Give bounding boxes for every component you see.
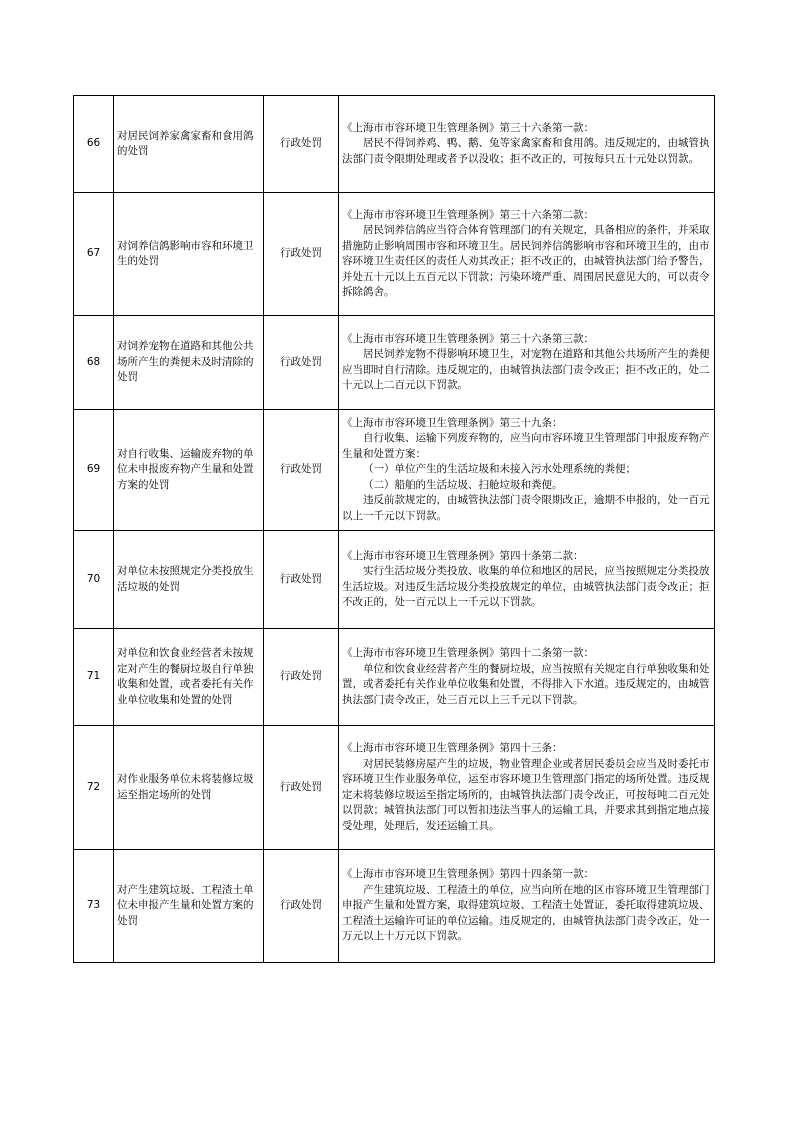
law-text: 居民饲养宠物不得影响环境卫生，对宠物在道路和其他公共场所产生的粪便应当即时自行清除。违反规定的，由城管执法部门责令改正；拒不改正的，处二十元以上二百元以下罚款。 — [342, 348, 710, 391]
law-citation: 《上海市市容环境卫生管理条例》第四十二条第一款： — [342, 647, 594, 659]
item-number: 69 — [74, 410, 114, 531]
table-row — [74, 850, 715, 963]
item-name: 对单位和饮食业经营者未按规定对产生的餐厨垃圾自行单独收集和处置，或者委托有关作业单位收集和处置的处罚 — [114, 629, 264, 726]
table-row — [74, 410, 715, 531]
item-number: 72 — [74, 726, 114, 850]
item-type: 行政处罚 — [264, 410, 339, 531]
law-citation: 《上海市市容环境卫生管理条例》第四十四条第一款： — [342, 868, 594, 881]
law-text: 对居民装修房屋产生的垃圾，物业管理企业或者居民委员会应当及时委托市容环境卫生作业服务单位，运至市容环境卫生管理部门指定的场所处置。违反规定未将装修垃圾运至指定场所的，由城管执法部门责令改正，可按每吨二百元处以罚款；城管执法部门可以暂扣违法当事人的运输工具，并要求其到指定地点接受处理，处理后，发还运输工具。 — [342, 757, 710, 832]
law-text: 居民饲养信鸽应当符合体育管理部门的有关规定，具备相应的条件，并采取措施防止影响周围市容和环境卫生。居民饲养信鸽影响市容和环境卫生的，由市容环境卫生责任区的责任人劝其改正；拒不改正的，由城管执法部门给予警告，并处五十元以上五百元以下罚款；污染环境严重、周围居民意见大的，可以责令拆除鸽舍。 — [342, 224, 710, 298]
item-name: 对自行收集、运输废弃物的单位未申报废弃物产生量和处置方案的处罚 — [114, 410, 264, 531]
item-number: 71 — [74, 629, 114, 726]
law-citation: 《上海市市容环境卫生管理条例》第四十条第二款： — [342, 549, 584, 562]
penalty-table — [73, 95, 715, 963]
law-citation: 《上海市市容环境卫生管理条例》第三十六条第一款： — [342, 121, 594, 134]
table-row — [74, 96, 715, 193]
legal-basis — [339, 531, 715, 629]
legal-basis — [339, 193, 715, 316]
item-name: 对单位未按照规定分类投放生活垃圾的处罚 — [114, 531, 264, 629]
item-type: 行政处罚 — [264, 531, 339, 629]
item-number: 70 — [74, 531, 114, 629]
legal-basis — [339, 726, 715, 850]
law-text: 实行生活垃圾分类投放、收集的单位和地区的居民，应当按照规定分类投放生活垃圾。对违反生活垃圾分类投放规定的单位，由城管执法部门责令改正；拒不改正的，处一百元以上一千元以下罚款。 — [342, 565, 710, 608]
item-type: 行政处罚 — [264, 629, 339, 726]
law-citation: 《上海市市容环境卫生管理条例》第三十六条第三款： — [342, 332, 594, 345]
legal-basis — [339, 410, 715, 531]
legal-basis — [339, 96, 715, 193]
legal-basis — [339, 316, 715, 410]
item-type: 行政处罚 — [264, 316, 339, 410]
law-text: 单位和饮食业经营者产生的餐厨垃圾，应当按照有关规定自行单独收集和处置，或者委托有关作业单位收集和处置，不得排入下水道。违反规定的，由城管执法部门责令改正，处三百元以上三千元以下罚款。 — [342, 662, 710, 706]
item-number: 73 — [74, 850, 114, 963]
law-text: 自行收集、运输下列废弃物的，应当向市容环境卫生管理部门申报废弃物产生量和处置方案： — [342, 432, 710, 460]
item-number: 68 — [74, 316, 114, 410]
item-name: 对饲养信鸽影响市容和环境卫生的处罚 — [114, 193, 264, 316]
table-row — [74, 531, 715, 629]
item-number: 67 — [74, 193, 114, 316]
item-name: 对作业服务单位未将装修垃圾运至指定场所的处罚 — [114, 726, 264, 850]
law-text: 居民不得饲养鸡、鸭、鹅、兔等家禽家畜和食用鸽。违反规定的，由城管执法部门责令限期处理或者予以没收；拒不改正的，可按每只五十元处以罚款。 — [342, 137, 710, 165]
table-row — [74, 726, 715, 850]
law-text: 违反前款规定的，由城管执法部门责令限期改正，逾期不申报的，处一百元以上一千元以下罚款。 — [342, 494, 710, 522]
law-citation: 《上海市市容环境卫生管理条例》第三十六条第二款： — [342, 208, 594, 221]
legal-basis — [339, 850, 715, 963]
table-row — [74, 316, 715, 410]
law-clause: （二）船舶的生活垃圾、扫舱垃圾和粪便。 — [363, 478, 563, 491]
table-row — [74, 629, 715, 726]
item-type: 行政处罚 — [264, 850, 339, 963]
item-name: 对产生建筑垃圾、工程渣土单位未申报产生量和处置方案的处罚 — [114, 850, 264, 963]
law-clause: （一）单位产生的生活垃圾和未接入污水处理系统的粪便； — [363, 463, 636, 476]
item-name: 对居民饲养家禽家畜和食用鸽的处罚 — [114, 96, 264, 193]
item-type: 行政处罚 — [264, 726, 339, 850]
legal-basis — [339, 629, 715, 726]
law-text: 产生建筑垃圾、工程渣土的单位，应当向所在地的区市容环境卫生管理部门申报产生量和处置方案，取得建筑垃圾、工程渣土处置证，委托取得建筑垃圾、工程渣土运输许可证的单位运输。违反规定的，由城管执法部门责令改正，处一万元以上十万元以下罚款。 — [342, 883, 710, 943]
table-row — [74, 193, 715, 316]
item-name: 对饲养宠物在道路和其他公共场所产生的粪便未及时清除的处罚 — [114, 316, 264, 410]
law-citation: 《上海市市容环境卫生管理条例》第三十九条： — [342, 416, 563, 429]
law-citation: 《上海市市容环境卫生管理条例》第四十三条： — [342, 742, 563, 754]
item-number: 66 — [74, 96, 114, 193]
item-type: 行政处罚 — [264, 96, 339, 193]
item-type: 行政处罚 — [264, 193, 339, 316]
